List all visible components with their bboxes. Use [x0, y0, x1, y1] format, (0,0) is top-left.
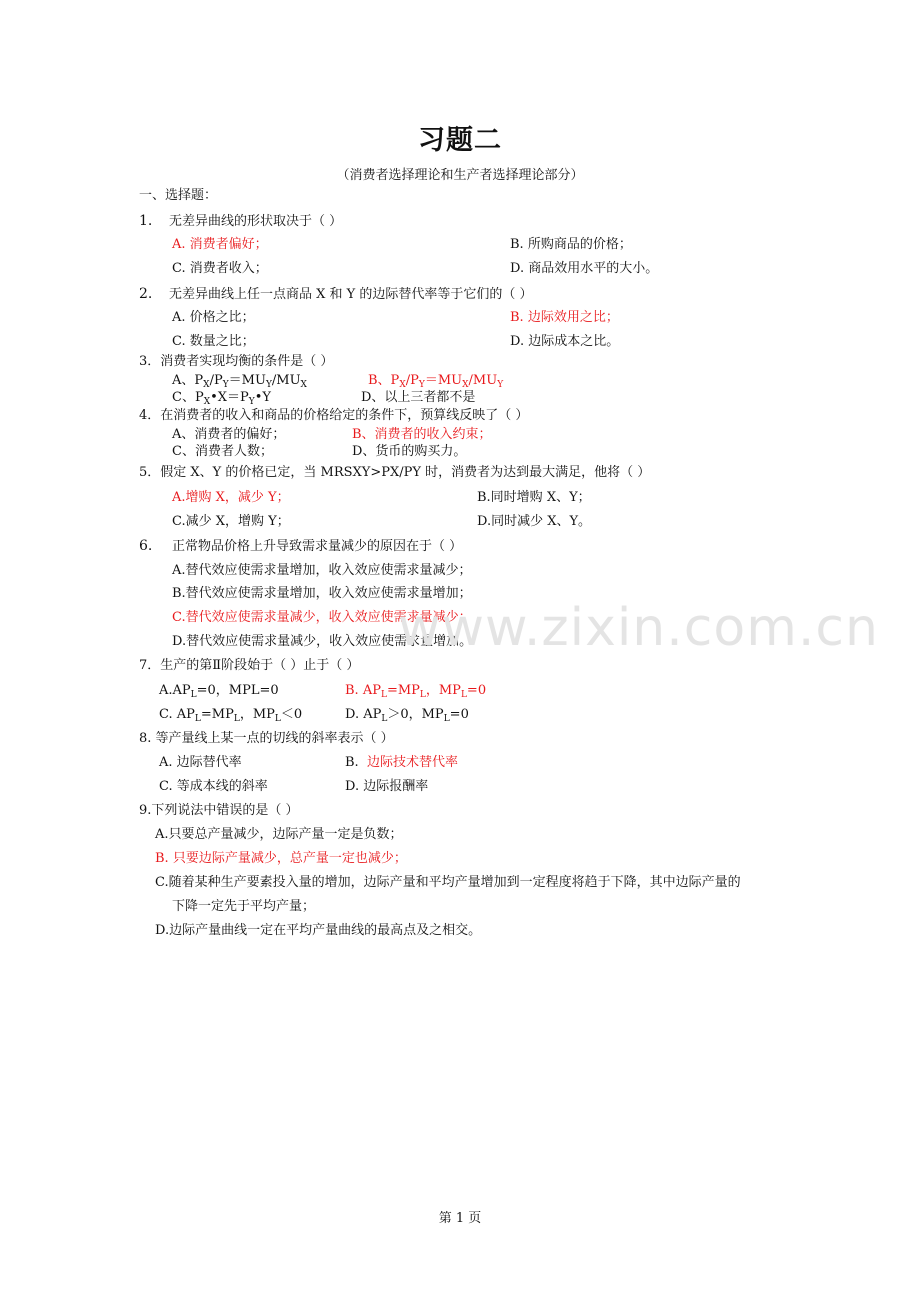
q3-option-a: A、$P_X/P_Y=MU_Y/MU_X$ [172, 373, 307, 390]
q5-option-b: B.同时增购 X、Y； [477, 490, 591, 505]
q6-stem: 正常物品价格上升导致需求量减少的原因在于（ ） [172, 539, 463, 554]
q7-option-d: D. $AP_L>0$，$MP_L=0$ [345, 707, 469, 724]
q6-option-a: A.替代效应使需求量增加，收入效应使需求量减少； [172, 563, 472, 578]
section-heading: 一、选择题： [139, 188, 218, 203]
q9-stem: 9.下列说法中错误的是（ ） [139, 803, 299, 818]
q6-option-d: D.替代效应使需求量减少，收入效应使需求量增加。 [172, 634, 473, 649]
q6-option-c: C.替代效应使需求量减少，收入效应使需求量减少； [172, 610, 472, 625]
q4-option-d: D、货币的购买力。 [352, 444, 467, 459]
q7-option-c: C. $AP_L=MP_L$，$MP_L<0$ [159, 707, 303, 724]
q6-number: 6. [139, 538, 153, 554]
q8-option-b-text: 边际技术替代率 [366, 755, 458, 770]
q8-option-d: D. 边际报酬率 [345, 779, 429, 794]
q8-option-b-letter: B. [345, 755, 359, 770]
q5-option-c: C.减少 X，增购 Y； [172, 514, 290, 529]
q4-option-c: C、消费者人数； [172, 444, 273, 459]
q1-stem: 无差异曲线的形状取决于（ ） [169, 214, 343, 229]
q4-option-b: B、消费者的收入约束； [352, 427, 492, 442]
q3-option-b: B、$P_X/P_Y=MU_X/MU_Y$ [368, 373, 504, 390]
q8-option-a: A. 边际替代率 [159, 755, 242, 770]
q4-stem: 4．在消费者的收入和商品的价格给定的条件下，预算线反映了（ ） [139, 408, 529, 423]
q6-option-b: B.替代效应使需求量增加，收入效应使需求量增加； [172, 586, 472, 601]
q9-option-c-line2: 下降一定先于平均产量； [172, 899, 316, 914]
q3-option-d: D、以上三者都不是 [361, 390, 476, 405]
q8-option-c: C. 等成本线的斜率 [159, 779, 268, 794]
q5-option-a: A.增购 X，减少 Y； [172, 490, 290, 505]
q1-option-b: B. 所购商品的价格； [510, 237, 632, 252]
q1-number: 1. [139, 213, 153, 229]
q3-option-c: C、$P_X•X=P_Y•Y$ [172, 390, 271, 407]
q7-option-a: $A.AP_L=0$，MPL=0 [159, 683, 279, 700]
page-footer: 第 1 页 [438, 1211, 482, 1226]
page-subtitle: （消费者选择理论和生产者选择理论部分） [336, 168, 584, 183]
q2-option-a: A. 价格之比； [172, 310, 255, 325]
q3-stem: 3．消费者实现均衡的条件是（ ） [139, 354, 334, 369]
q5-option-d: D.同时减少 X、Y。 [477, 514, 592, 529]
q2-option-d: D. 边际成本之比。 [510, 334, 620, 349]
q9-option-b: B. 只要边际产量减少，总产量一定也减少； [155, 851, 407, 866]
q1-option-d: D. 商品效用水平的大小。 [510, 261, 659, 276]
q2-option-c: C. 数量之比； [172, 334, 255, 349]
q9-option-d: D.边际产量曲线一定在平均产量曲线的最高点及之相交。 [155, 923, 482, 938]
q9-option-c-line1: C.随着某种生产要素投入量的增加，边际产量和平均产量增加到一定程度将趋于下降，其中边际产量的 [155, 875, 741, 890]
page-title: 习题二 [418, 125, 502, 156]
q1-option-a: A. 消费者偏好； [172, 237, 268, 252]
q1-option-c: C. 消费者收入； [172, 261, 268, 276]
q7-option-b: B. $AP_L=MP_L$，$MP_L=0$ [345, 683, 487, 700]
q9-option-a: A.只要总产量减少，边际产量一定是负数； [155, 827, 403, 842]
q2-option-b: B. 边际效用之比； [510, 310, 619, 325]
q4-option-a: A、消费者的偏好； [172, 427, 286, 442]
q2-stem: 无差异曲线上任一点商品 X 和 Y 的边际替代率等于它们的（ ） [169, 287, 533, 302]
watermark: www.zixin.com.cn [398, 598, 879, 658]
q8-stem: 8. 等产量线上某一点的切线的斜率表示（ ） [139, 731, 394, 746]
q7-stem: 7．生产的第Ⅱ阶段始于（ ）止于（ ） [139, 658, 360, 673]
q5-stem: 5．假定 X、Y 的价格已定，当 MRSXY>PX/PY 时，消费者为达到最大满足，他将（ ） [139, 465, 651, 480]
q8-option-b [345, 755, 458, 771]
q2-number: 2. [139, 286, 153, 302]
